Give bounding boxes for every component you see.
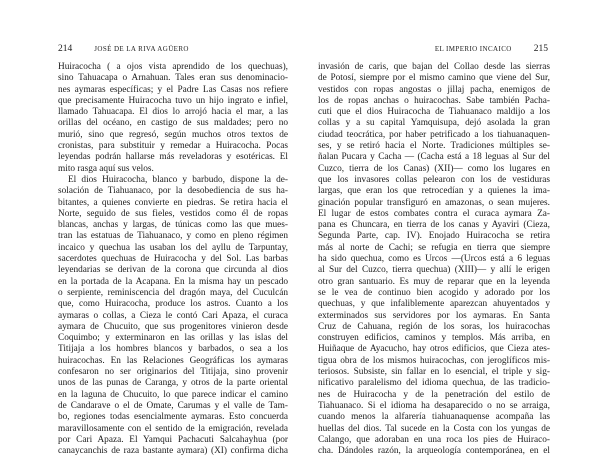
text-line: que, como Huiracocha, produce los astros. Cuanto a los [58, 299, 288, 310]
text-line: unos de las punas de Caranga, y otros de la parte oriental [58, 378, 288, 389]
text-line: otro gran santuario. Es muy de reparar que en la leyenda [318, 276, 550, 287]
text-line: invasión de caris, que bajan del Collao desde las sierras [318, 62, 550, 72]
text-line: cronistas, para substituir y remedar a Huiracocha. Pocas [58, 141, 288, 152]
text-line: nificativo paralelismo del idioma quechua, de las tradicio- [318, 378, 550, 389]
text-line: sino Tahuacapa o Arnahuan. Tales eran sus denominacio- [58, 73, 288, 84]
text-line: ciudad teocrática, por haber petrificado a los tiahuanaquen- [318, 129, 550, 140]
text-line: quechuas, y que infaliblemente aparezcan ahuyentados y [318, 299, 550, 310]
text-line: al Sur del Cuzco, tierra quechua) (XIII)— y allí le erigen [318, 265, 550, 276]
text-line: se le vea de continuo bien acogido y adorado por los [318, 287, 550, 298]
text-line: ñalan Pucara y Cacha — (Cacha está a 18 leguas al Sur del [318, 152, 550, 163]
text-line: que precisamente Huiracocha tuvo un hijo ingrato e infiel, [58, 95, 288, 106]
text-line: collas y a su capital Yamquisupa, dejó asolada la gran [318, 118, 550, 129]
text-line: de Potosí, siempre por el mismo camino que viene del Sur, [318, 73, 550, 84]
text-line: cuti que el dios Huiracocha de Tiahuanaco maldijo a los [318, 107, 550, 118]
text-line: Tiahuanaco. Si el idioma ha desaparecido o no se arraiga, [318, 400, 550, 411]
text-line: nes aymaras específicas; y el Padre Las Casas nos refiere [58, 84, 288, 95]
text-line: leyendas podrán hallarse más reveladoras y esotéricas. El [58, 152, 288, 163]
text-line: teriosos. Subsiste, sin fallar en lo esencial, el triple y sig- [318, 367, 550, 378]
left-page-header [58, 44, 288, 54]
text-line: solación de Tiahuanaco, por la desobediencia de sus ha- [58, 186, 288, 197]
right-page [300, 0, 600, 458]
text-line: nes de Huiracocha y de la penetración del estilo de [318, 389, 550, 400]
text-line: Segunda Parte, cap. IV). Enojado Huiracocha se retira [318, 231, 550, 242]
text-line: llamado Tahuacapa. El dios lo arrojó hacia el mar, a las [58, 107, 288, 118]
text-line: orillas del océano, en castigo de sus maldades; pero no [58, 118, 288, 129]
text-line: confesaron no ser originarios del Titijaja, sino provenir [58, 367, 288, 378]
left-page-body [58, 62, 288, 457]
text-line: o serpiente, reminiscencia del dragón maya, del Cuculcán [58, 287, 288, 298]
text-line: bo, regiones todas esencialmente aymaras. Esto concuerda [58, 412, 288, 423]
text-line: bitantes, a quienes convierte en piedras. Se retira hacia el [58, 197, 288, 208]
text-line: mito rasga aquí sus velos. [58, 163, 154, 174]
text-line: sacerdotes quechuas de Huiracocha y del Sol. Las barbas [58, 254, 288, 265]
right-page-number: 215 [533, 44, 548, 54]
text-line: aymara de Chucuito, que sus progenitores vinieron desde [58, 321, 288, 332]
text-line: tigua obra de los mismos huiracochas, con jeroglíficos mis- [318, 355, 550, 366]
text-line: El dios Huiracocha, blanco y barbudo, dispone la de- [68, 174, 288, 185]
text-line: Huiñaque de Ayacucho, hay otros edificios, que Cieza ates- [318, 344, 550, 355]
text-line: Cruz de Cahuana, región de los soras, los huiracochas [318, 321, 550, 332]
text-line: Norte, seguido de sus fieles, vestidos como él de ropas [58, 208, 288, 219]
text-line: en la portada de la Acapana. En la misma hay un pescado [58, 276, 288, 287]
text-line: huiracochas. En las Relaciones Geográficas los aymaras [58, 355, 288, 366]
left-running-head: JOSÉ DE LA RIVA AGÜERO [94, 45, 189, 53]
text-line: ha sido quechua, como es Urcos —(Urcos está a 6 leguas [318, 254, 550, 265]
text-line: vestidos con ropas angostas o jillaj pacha, enemigos de [318, 84, 550, 95]
right-page-header [318, 44, 548, 54]
text-line: Coquimbo; y exterminaron en las orillas y las islas del [58, 333, 288, 344]
text-line: maravillosamente con el sentido de la emigración, revelada [58, 423, 288, 434]
text-line: aymaras o collas, a Cieza le contó Cari Apaza, el curaca [58, 310, 288, 321]
text-line: pana es Chuncara, en tierra de los canas y Ayaviri (Cieza, [318, 220, 550, 231]
text-line: incaico y quechua las usaban los del ayllu de Tarpuntay, [58, 242, 288, 253]
text-line: ses, y se retiró hacia el Norte. Tradiciones múltiples se- [318, 141, 550, 152]
text-line: cuando menos la alfarería tiahuanaquense acompaña las [318, 412, 550, 423]
text-line: blancas, anchas y largas, de túnicas como las que mues- [58, 220, 288, 231]
text-line: huellas del dios. Tal sucede en la Costa con los yungas de [318, 423, 550, 434]
text-line: construyen edificios, caminos y templos. Más arriba, en [318, 333, 550, 344]
text-line: en la laguna de Chucuito, lo que parece indicar el camino [58, 389, 288, 400]
text-line: exterminados sus servidores por los aymaras. En Santa [318, 310, 550, 321]
text-line: Calango, que adoraban en una roca los pies de Huiraco- [318, 434, 550, 445]
right-page-body [318, 62, 550, 457]
text-line: Cuzco, tierra de los Canas) (XII)— como los lugares en [318, 163, 550, 174]
text-line: canaycanchis de raza bastante aymara) (XI) confirma dicha [58, 446, 288, 457]
text-line: murió, sino que regresó, según muchos otros textos de [58, 129, 288, 140]
text-line: ginación popular transfiguró en amazonas, o sean mujeres. [318, 197, 550, 208]
text-line: cha. Dándoles razón, la arqueología contemporánea, en el [318, 446, 550, 457]
right-running-head: EL IMPERIO INCAICO [434, 45, 512, 53]
text-line: El lugar de estos combates contra el curaca aymara Za- [318, 208, 550, 219]
text-line: que los invasores collas pelearon con los de vestiduras [318, 174, 550, 185]
text-line: leyendarias se derivan de la corona que circunda al dios [58, 265, 288, 276]
text-line: de Candarave o el de Omate, Carumas y el valle de Tam- [58, 400, 288, 411]
text-line: los de ropas anchas o huiracochas. Sabe también Pacha- [318, 95, 550, 106]
text-line: más al norte de Cachi; se refugia en tierra que siempre [318, 242, 550, 253]
text-line: por Cari Apaza. El Yamqui Pachacuti Salcahayhua (por [58, 434, 288, 445]
text-line: tran las estatuas de Tiahuanaco, y como en pleno régimen [58, 231, 288, 242]
text-line: Titijaja a los hombres blancos y barbados, o sea a los [58, 344, 288, 355]
text-line: Huiracocha ( a ojos vista aprendido de los quechuas), [58, 62, 288, 72]
left-page-number: 214 [58, 44, 73, 54]
text-line: largas, que eran los que retrocedían y a quienes la ima- [318, 186, 550, 197]
